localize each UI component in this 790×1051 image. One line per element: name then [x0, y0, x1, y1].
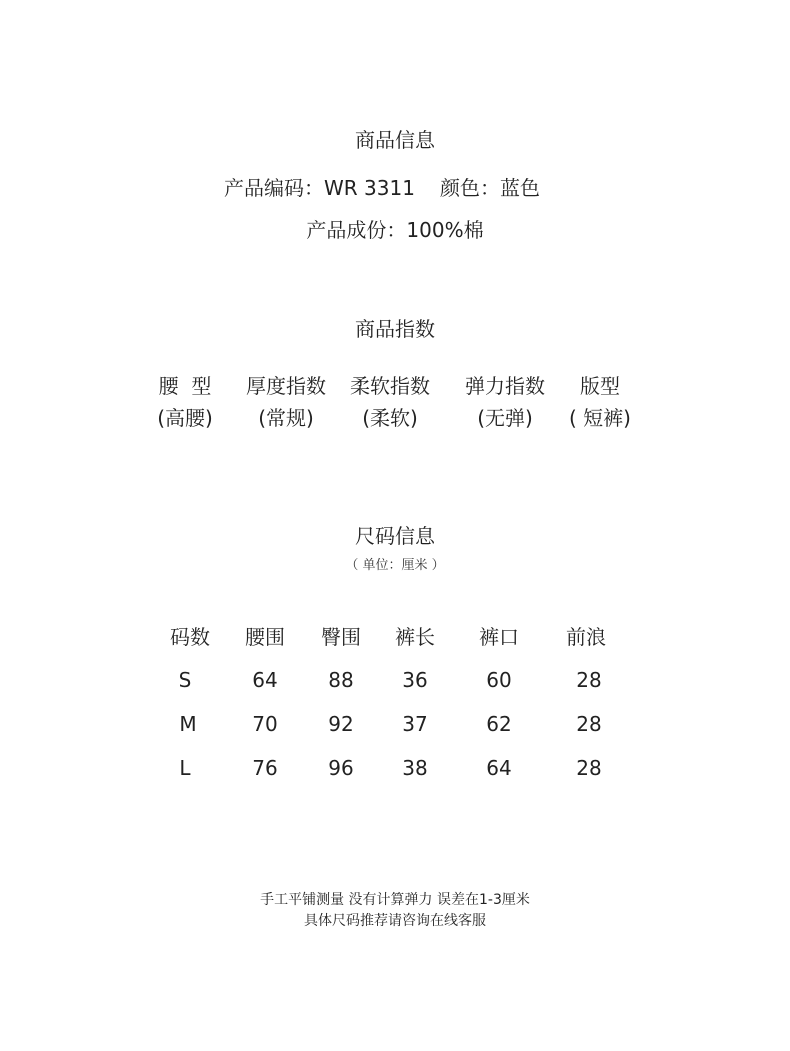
index-label-softness: 柔软指数: [350, 374, 430, 398]
table-cell: 28: [576, 668, 602, 692]
table-cell: 62: [486, 712, 512, 736]
size-header-waist: 腰围: [245, 625, 285, 649]
table-cell: 38: [402, 756, 428, 780]
table-cell: 88: [328, 668, 354, 692]
index-label-elasticity: 弹力指数: [465, 374, 545, 398]
table-cell: 36: [402, 668, 428, 692]
index-label-fit: 版型: [580, 374, 620, 398]
size-unit-note: （ 单位：厘米 ）: [345, 558, 445, 573]
index-value-elasticity: (无弹): [477, 406, 533, 430]
table-cell: 28: [576, 712, 602, 736]
size-consult-note: 具体尺码推荐请咨询在线客服: [304, 913, 486, 929]
product-code: 产品编码：WR 3311: [224, 176, 415, 200]
index-value-waist-type: (高腰): [157, 406, 213, 430]
product-color: 颜色：蓝色: [440, 176, 540, 200]
table-cell: 37: [402, 712, 428, 736]
table-cell: L: [179, 756, 191, 780]
table-cell: S: [178, 668, 192, 692]
table-cell: 92: [328, 712, 354, 736]
size-header-size: 码数: [170, 625, 210, 649]
table-cell: 64: [252, 668, 278, 692]
size-header-front-rise: 前浪: [566, 625, 606, 649]
product-index-title: 商品指数: [355, 317, 435, 341]
table-cell: 76: [252, 756, 278, 780]
table-cell: 28: [576, 756, 602, 780]
measurement-note: 手工平铺测量 没有计算弹力 误差在1-3厘米: [260, 892, 530, 908]
table-cell: 96: [328, 756, 354, 780]
product-info-title: 商品信息: [355, 128, 435, 152]
index-value-thickness: (常规): [258, 406, 314, 430]
index-value-softness: (柔软): [362, 406, 418, 430]
size-header-hip: 臀围: [321, 625, 361, 649]
table-cell: 60: [486, 668, 512, 692]
index-label-waist-type: 腰 型: [158, 374, 212, 398]
table-cell: 64: [486, 756, 512, 780]
product-material: 产品成份：100%棉: [306, 218, 484, 242]
size-header-length: 裤长: [395, 625, 435, 649]
size-header-leg-opening: 裤口: [479, 625, 519, 649]
table-cell: M: [179, 712, 197, 736]
index-value-fit: ( 短裤): [569, 406, 631, 430]
size-info-title: 尺码信息: [355, 524, 435, 548]
index-label-thickness: 厚度指数: [246, 374, 326, 398]
table-cell: 70: [252, 712, 278, 736]
